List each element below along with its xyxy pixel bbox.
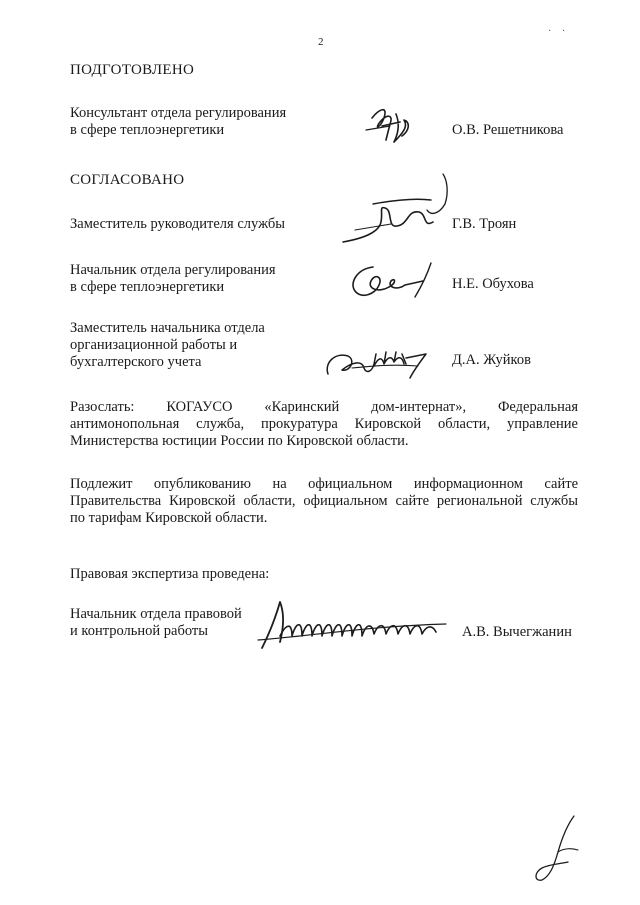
prepared-heading: ПОДГОТОВЛЕНО — [70, 62, 195, 78]
agreed-signer-1-name: Г.В. Троян — [452, 216, 517, 232]
signature-troyan — [335, 170, 470, 255]
prepared-position-line-2: в сфере теплоэнергетики — [70, 122, 225, 138]
publication-paragraph — [70, 476, 578, 527]
signature-vychegzhanin — [250, 596, 460, 656]
agreed-signer-1-position: Заместитель руководителя службы — [70, 216, 286, 232]
agreed-signer-3-position-line-3: бухгалтерского учета — [70, 354, 202, 370]
signature-zhuikov — [322, 338, 447, 388]
agreed-signer-2-position-line-1: Начальник отдела регулирования — [70, 262, 276, 278]
distribution-line-1: Разослать: КОГАУСО «Каринский дом-интернат», Федеральная — [70, 399, 578, 415]
agreed-signer-3-position-line-1: Заместитель начальника отдела — [70, 320, 265, 336]
signature-obukhova — [345, 255, 440, 305]
distribution-paragraph — [70, 399, 578, 450]
agreed-signer-3-position-line-2: организационной работы и — [70, 337, 238, 353]
legal-review-position-line-1: Начальник отдела правовой — [70, 606, 242, 622]
prepared-position-line-1: Консультант отдела регулирования — [70, 105, 287, 121]
signature-reshetnikova — [360, 100, 420, 160]
legal-review-position-line-2: и контрольной работы — [70, 623, 208, 639]
publication-line-3: по тарифам Кировской области. — [70, 510, 268, 526]
agreed-signer-2-name: Н.Е. Обухова — [452, 276, 534, 292]
page-number: 2 — [318, 36, 324, 48]
legal-review-statement: Правовая экспертиза проведена: — [70, 566, 270, 582]
initials-mark — [528, 812, 588, 887]
publication-line-1: Подлежит опубликованию на официальном информационном сайте — [70, 476, 578, 492]
agreed-signer-3-name: Д.А. Жуйков — [452, 352, 531, 368]
agreed-heading: СОГЛАСОВАНО — [70, 172, 185, 188]
distribution-line-3: Министерства юстиции России по Кировской области. — [70, 433, 409, 449]
legal-review-signer-name: А.В. Вычегжанин — [462, 624, 572, 640]
corner-mark: · · — [548, 26, 570, 37]
distribution-line-2: антимонопольная служба, прокуратура Кировской области, управление — [70, 416, 578, 432]
agreed-signer-2-position-line-2: в сфере теплоэнергетики — [70, 279, 225, 295]
prepared-signer-name: О.В. Решетникова — [452, 122, 564, 138]
publication-line-2: Правительства Кировской области, официальном сайте региональной службы — [70, 493, 578, 509]
